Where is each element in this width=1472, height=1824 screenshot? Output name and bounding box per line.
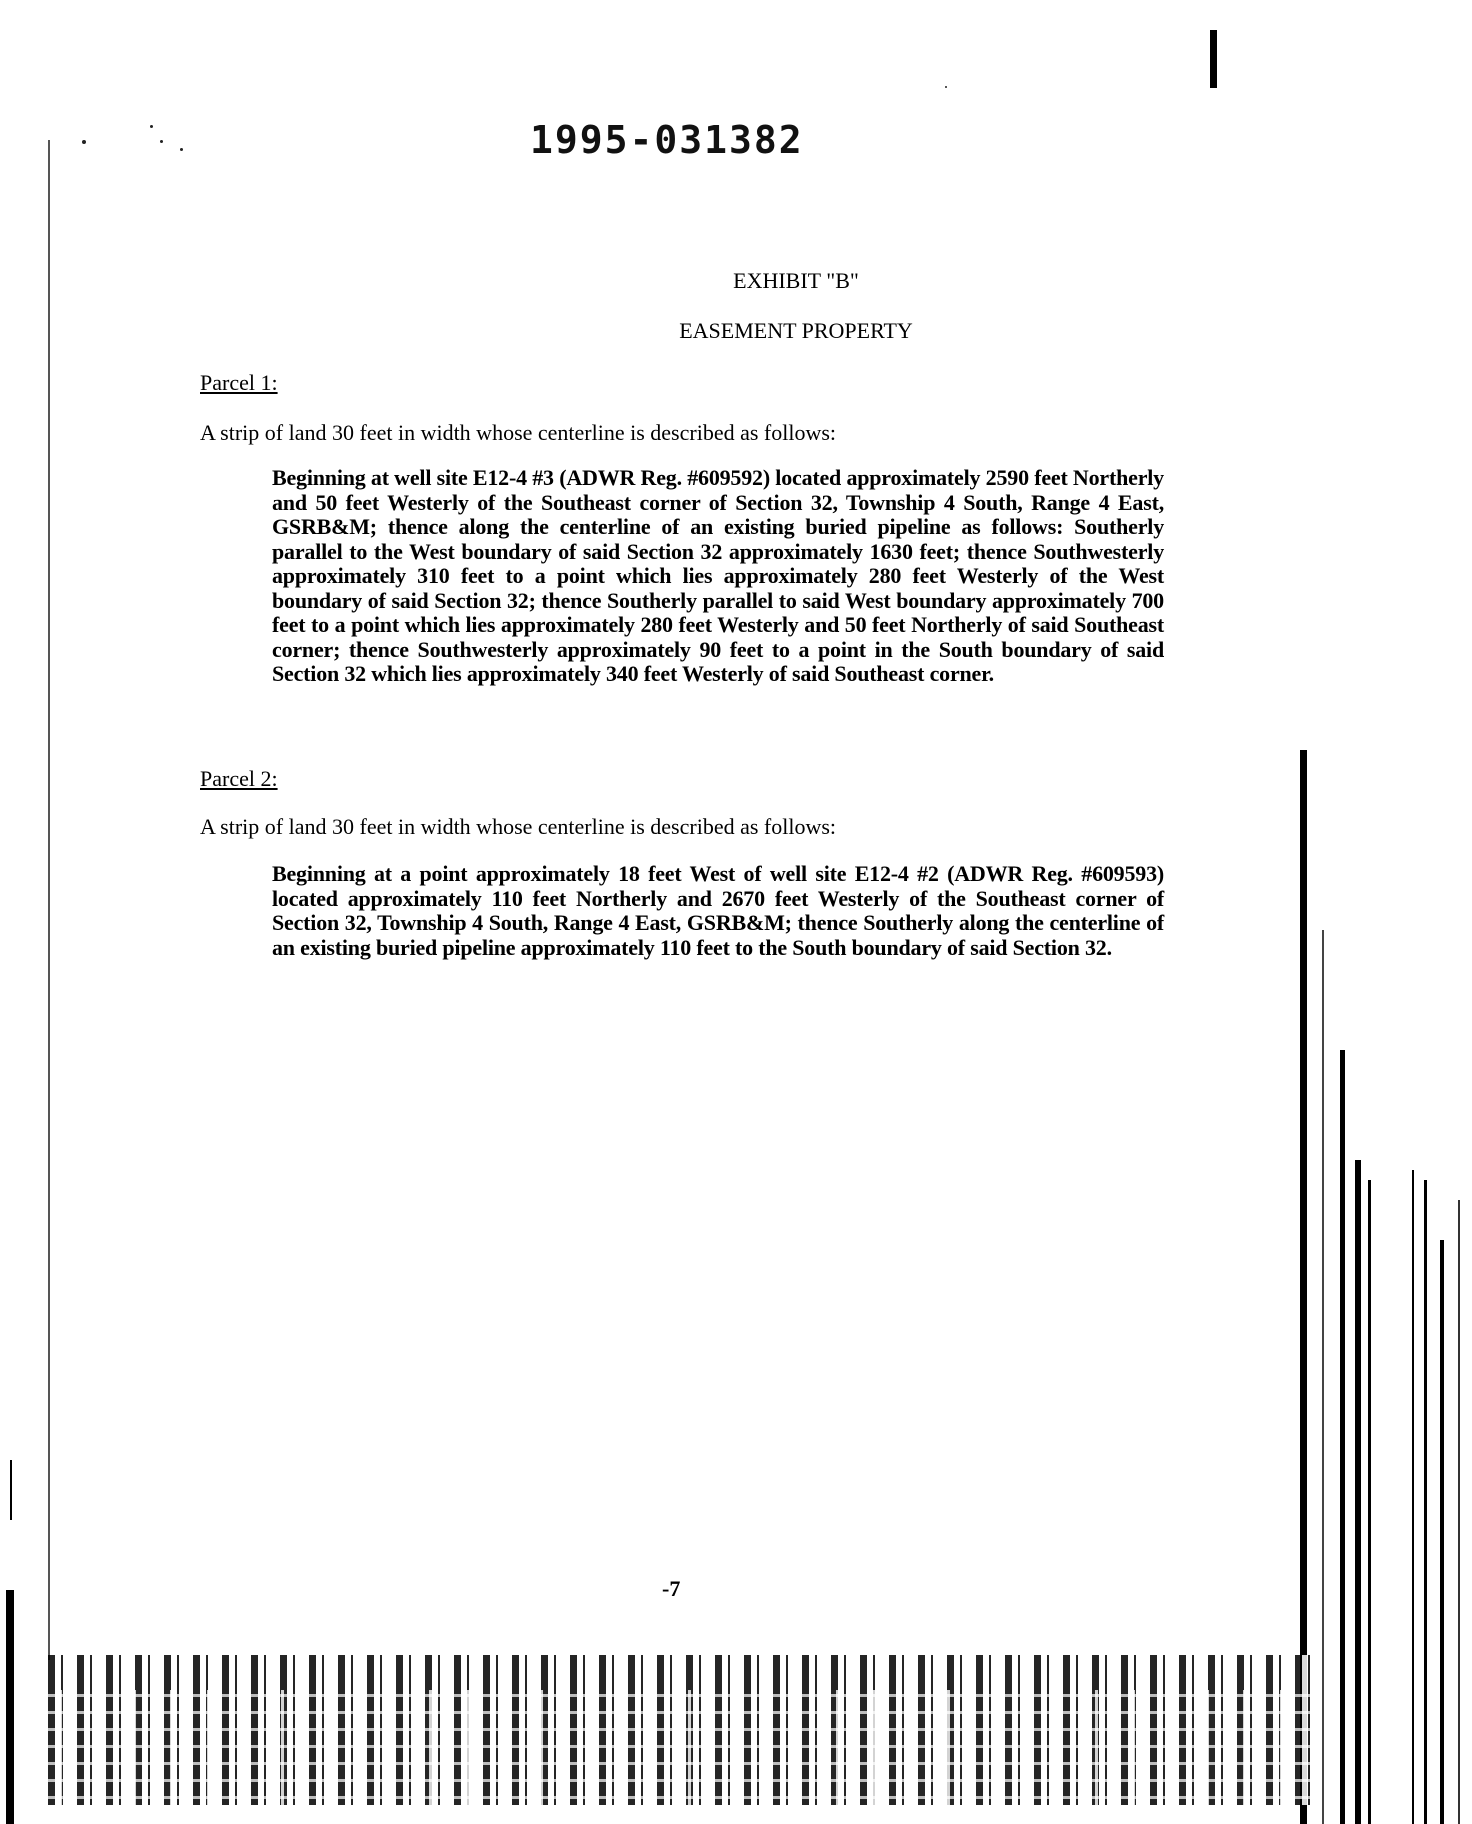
scan-speck — [160, 140, 163, 143]
scan-streak-right-4 — [1355, 1160, 1361, 1824]
scan-streak-right-8 — [1440, 1240, 1444, 1824]
scan-streak-right-7 — [1424, 1180, 1427, 1824]
scan-noise-overlay — [48, 1690, 1318, 1805]
recording-number: 1995-031382 — [530, 118, 804, 162]
exhibit-title-text: EXHIBIT "B" — [733, 268, 859, 293]
parcel-2-description: Beginning at a point approximately 18 feet West of well site E12-4 #2 (ADWR Reg. #609593) located approximately 110 feet Northerly and 2670 feet Westerly of the Southeast corner of Section 32, Township 4 South, Range 4 East, GSRB&M; thence Southerly along the centerline of an existing buried pipeline approximately 110 feet to the South boundary of said Section 32. — [272, 861, 1164, 960]
scan-edge-bar-top-right — [1210, 30, 1217, 88]
parcel-2-intro: A strip of land 30 feet in width whose centerline is described as follows: — [200, 814, 837, 839]
parcel-1-heading: Parcel 1: — [200, 370, 278, 395]
scan-margin-line-left — [48, 140, 50, 1660]
scan-speck — [82, 140, 86, 144]
scan-streak-right-5 — [1368, 1180, 1371, 1824]
scan-streak-right-9 — [1458, 1200, 1460, 1824]
scan-streak-right-2 — [1322, 930, 1324, 1824]
scan-speck — [945, 86, 947, 88]
scan-speck — [150, 125, 153, 128]
scan-speck — [180, 148, 183, 151]
easement-property-title-text: EASEMENT PROPERTY — [679, 318, 913, 343]
parcel-1-description: Beginning at well site E12-4 #3 (ADWR Reg. #609592) located approximately 2590 feet Northerly and 50 feet Westerly of the Southeast corner of Section 32, Township 4 South, Range 4 East, GSRB&M; thence along the centerline of an existing buried pipeline as follows: Southerly parallel to the West boundary of said Section 32 approximately 1630 feet; thence Southwesterly approximately 310 feet to a point which lies approximately 280 feet Westerly of the West boundary of said Section 32; thence Southerly parallel to said West boundary approximately 700 feet to a point which lies approximately 280 feet Westerly and 50 feet Northerly of said Southeast corner; thence Southwesterly approximately 90 feet to a point in the South boundary of said Section 32 which lies approximately 340 feet Westerly of said Southeast corner. — [272, 465, 1164, 686]
exhibit-title — [0, 268, 1472, 294]
parcel-2-heading: Parcel 2: — [200, 766, 278, 791]
scan-edge-bar-left — [6, 1590, 14, 1824]
scan-streak-right-3 — [1340, 1050, 1345, 1824]
scan-edge-bar-left-thin — [10, 1460, 12, 1520]
parcel-1-intro: A strip of land 30 feet in width whose centerline is described as follows: — [200, 420, 837, 445]
scan-streak-right-6 — [1412, 1170, 1414, 1824]
easement-property-title — [0, 318, 1472, 344]
page-number: -7 — [662, 1576, 681, 1601]
